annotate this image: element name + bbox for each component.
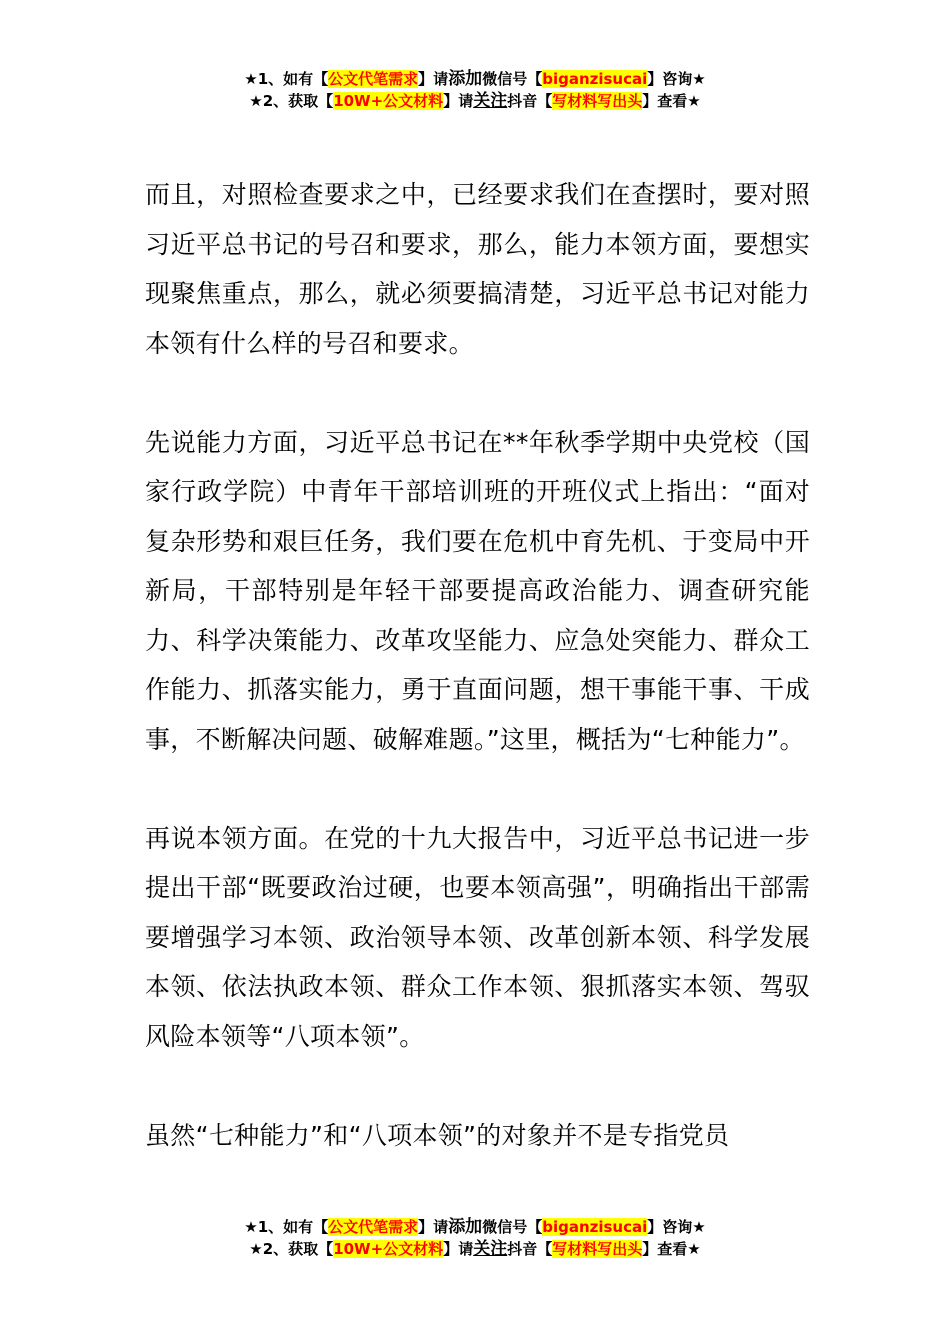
banner-line-2: ★2、获取【10W+公文材料】请关注抖音【写材料写出头】查看★	[249, 1239, 701, 1259]
highlight-materials: 10W+公文材料	[333, 1240, 444, 1258]
highlight-douyin-id: 写材料写出头	[552, 1240, 643, 1258]
highlight-wechat-id: biganzisucai	[542, 70, 648, 88]
paragraph-4: 虽然“七种能力”和“八项本领”的对象并不是专指党员	[145, 1120, 730, 1150]
highlight-wechat-id: biganzisucai	[542, 1218, 648, 1236]
paragraph-3: 再说本领方面。在党的十九大报告中，习近平总书记进一步提出干部“既要政治过硬，也要本领高强”，明确指出干部需要增强学习本领、政治领导本领、改革创新本领、科学发展本领、依法执政本领、群众工作本领、狠抓落实本领、驾驭风险本领等“八项本领”。	[145, 823, 810, 1051]
emphasis-add: 添加	[448, 69, 483, 89]
header-banner	[0, 68, 950, 112]
banner-line-1: ★1、如有【公文代笔需求】请添加微信号【biganzisucai】咨询★	[244, 69, 706, 89]
paragraph-2: 先说能力方面，习近平总书记在**年秋季学期中央党校（国家行政学院）中青年干部培训班的开班仪式上指出：“面对复杂形势和艰巨任务，我们要在危机中育先机、于变局中开新局，干部特别是年轻干部要提高政治能力、调查研究能力、科学决策能力、改革攻坚能力、应急处突能力、群众工作能力、抓落实能力，勇于直面问题，想干事能干事、干成事，不断解决问题、破解难题。”这里，概括为“七种能力”。	[145, 427, 810, 754]
banner-line-1: ★1、如有【公文代笔需求】请添加微信号【biganzisucai】咨询★	[244, 1217, 706, 1237]
highlight-materials: 10W+公文材料	[333, 92, 444, 110]
document-body	[145, 170, 810, 1160]
paragraph-1: 而且，对照检查要求之中，已经要求我们在查摆时，要对照习近平总书记的号召和要求，那么，能力本领方面，要想实现聚焦重点，那么，就必须要搞清楚，习近平总书记对能力本领有什么样的号召和要求。	[145, 180, 810, 358]
emphasis-follow: 关注	[473, 1239, 508, 1259]
emphasis-add: 添加	[448, 1217, 483, 1237]
footer-banner	[0, 1216, 950, 1260]
highlight-douyin-id: 写材料写出头	[552, 92, 643, 110]
highlight-service: 公文代笔需求	[328, 1218, 419, 1236]
highlight-service: 公文代笔需求	[328, 70, 419, 88]
emphasis-follow: 关注	[473, 91, 508, 111]
banner-line-2: ★2、获取【10W+公文材料】请关注抖音【写材料写出头】查看★	[249, 91, 701, 111]
